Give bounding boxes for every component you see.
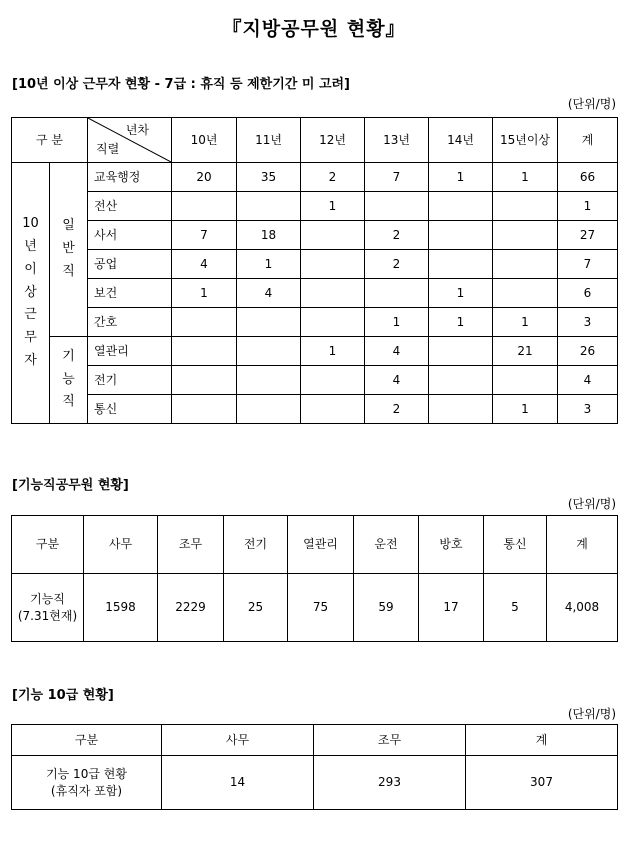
table-row: [12, 279, 618, 308]
cell: [365, 192, 429, 221]
cell: 1: [429, 279, 493, 308]
row-name: 교육행정: [88, 163, 172, 192]
table-header-row: [12, 516, 618, 574]
cell: [301, 221, 365, 250]
cell: 2: [365, 395, 429, 424]
diag-top-label: 년차: [125, 123, 149, 137]
cell: [429, 192, 493, 221]
cell: 307: [466, 756, 618, 810]
cell: 293: [314, 756, 466, 810]
col-header: 운전: [354, 516, 419, 574]
cell: [237, 337, 301, 366]
cell: 3: [558, 308, 618, 337]
section3-unit: (단위/명): [567, 707, 616, 721]
technical-staff-table: [11, 515, 618, 642]
cell: 4: [558, 366, 618, 395]
table-row: [12, 163, 618, 192]
subgroup-general: 일 반 직: [50, 163, 88, 337]
row-label: 기능직 (7.31현재): [12, 574, 84, 642]
cell: 59: [354, 574, 419, 642]
cell: [237, 366, 301, 395]
ten-year-employee-table: [11, 117, 618, 424]
cell: 5: [484, 574, 547, 642]
col-header: 10년: [172, 118, 237, 163]
col-header: 15년이상: [493, 118, 558, 163]
col-header: 계: [558, 118, 618, 163]
table-row: [12, 250, 618, 279]
group-label: 10 년 이 상 근 무 자: [12, 163, 50, 424]
subgroup-technical: 기 능 직: [50, 337, 88, 424]
row-name: 전산: [88, 192, 172, 221]
table-row: [12, 395, 618, 424]
cell: 6: [558, 279, 618, 308]
table-row: [12, 337, 618, 366]
section1-heading: [10년 이상 근무자 현황 - 7급 : 휴직 등 제한기간 미 고려]: [12, 77, 351, 92]
corner-header: 구 분: [12, 118, 88, 163]
cell: 2: [365, 250, 429, 279]
cell: [493, 279, 558, 308]
diag-bottom-label: 직렬: [96, 141, 120, 156]
cell: [301, 395, 365, 424]
col-header: 통신: [484, 516, 547, 574]
cell: 66: [558, 163, 618, 192]
cell: [429, 337, 493, 366]
table-header-row: [12, 118, 618, 163]
table-row: [12, 756, 618, 810]
cell: 1: [172, 279, 237, 308]
cell: 2: [365, 221, 429, 250]
col-header: 조무: [314, 725, 466, 756]
cell: 18: [237, 221, 301, 250]
cell: 1: [493, 163, 558, 192]
cell: 4: [365, 366, 429, 395]
section2-unit: (단위/명): [567, 497, 616, 511]
cell: [365, 279, 429, 308]
cell: [493, 250, 558, 279]
cell: [172, 395, 237, 424]
cell: 1: [301, 192, 365, 221]
cell: 26: [558, 337, 618, 366]
section1-unit: (단위/명): [567, 97, 616, 111]
cell: [301, 279, 365, 308]
cell: 7: [365, 163, 429, 192]
cell: 1: [237, 250, 301, 279]
cell: [429, 395, 493, 424]
cell: [493, 366, 558, 395]
cell: [237, 192, 301, 221]
row-name: 전기: [88, 366, 172, 395]
cell: 1: [301, 337, 365, 366]
col-header: 14년: [429, 118, 493, 163]
cell: 4,008: [547, 574, 618, 642]
cell: 4: [172, 250, 237, 279]
cell: 1: [429, 163, 493, 192]
cell: 1: [493, 395, 558, 424]
col-header: 열관리: [288, 516, 354, 574]
section2-heading: [기능직공무원 현황]: [12, 478, 129, 493]
table-row: [12, 308, 618, 337]
cell: 1: [558, 192, 618, 221]
cell: 1: [493, 308, 558, 337]
cell: 7: [172, 221, 237, 250]
cell: [301, 366, 365, 395]
col-header: 전기: [224, 516, 288, 574]
table-row: [12, 366, 618, 395]
row-name: 통신: [88, 395, 172, 424]
row-name: 공업: [88, 250, 172, 279]
section3-heading: [기능 10급 현황]: [12, 688, 114, 703]
cell: 4: [237, 279, 301, 308]
cell: [429, 366, 493, 395]
col-header: 사무: [162, 725, 314, 756]
diagonal-header: [88, 118, 172, 163]
cell: [429, 221, 493, 250]
table-row: [12, 574, 618, 642]
cell: 1: [365, 308, 429, 337]
cell: 75: [288, 574, 354, 642]
cell: [493, 192, 558, 221]
col-header: 구분: [12, 516, 84, 574]
cell: 25: [224, 574, 288, 642]
cell: [172, 366, 237, 395]
col-header: 사무: [84, 516, 158, 574]
cell: [429, 250, 493, 279]
col-header: 방호: [419, 516, 484, 574]
table-row: [12, 221, 618, 250]
cell: 20: [172, 163, 237, 192]
cell: 21: [493, 337, 558, 366]
cell: [172, 192, 237, 221]
col-header: 11년: [237, 118, 301, 163]
col-header: 조무: [158, 516, 224, 574]
cell: [301, 250, 365, 279]
cell: 35: [237, 163, 301, 192]
cell: 17: [419, 574, 484, 642]
cell: [172, 308, 237, 337]
cell: 2229: [158, 574, 224, 642]
row-label: 기능 10급 현황 (휴직자 포함): [12, 756, 162, 810]
page-title: 『지방공무원 현황』: [222, 18, 406, 40]
cell: [301, 308, 365, 337]
cell: 1: [429, 308, 493, 337]
row-name: 보건: [88, 279, 172, 308]
cell: [237, 308, 301, 337]
cell: 14: [162, 756, 314, 810]
grade10-table: [11, 724, 618, 810]
row-name: 열관리: [88, 337, 172, 366]
col-header: 계: [466, 725, 618, 756]
row-name: 사서: [88, 221, 172, 250]
col-header: 13년: [365, 118, 429, 163]
cell: 2: [301, 163, 365, 192]
cell: 7: [558, 250, 618, 279]
cell: [493, 221, 558, 250]
row-name: 간호: [88, 308, 172, 337]
col-header: 계: [547, 516, 618, 574]
cell: 27: [558, 221, 618, 250]
table-row: [12, 192, 618, 221]
cell: 4: [365, 337, 429, 366]
cell: 1598: [84, 574, 158, 642]
cell: [237, 395, 301, 424]
col-header: 12년: [301, 118, 365, 163]
table-header-row: [12, 725, 618, 756]
cell: 3: [558, 395, 618, 424]
cell: [172, 337, 237, 366]
col-header: 구분: [12, 725, 162, 756]
